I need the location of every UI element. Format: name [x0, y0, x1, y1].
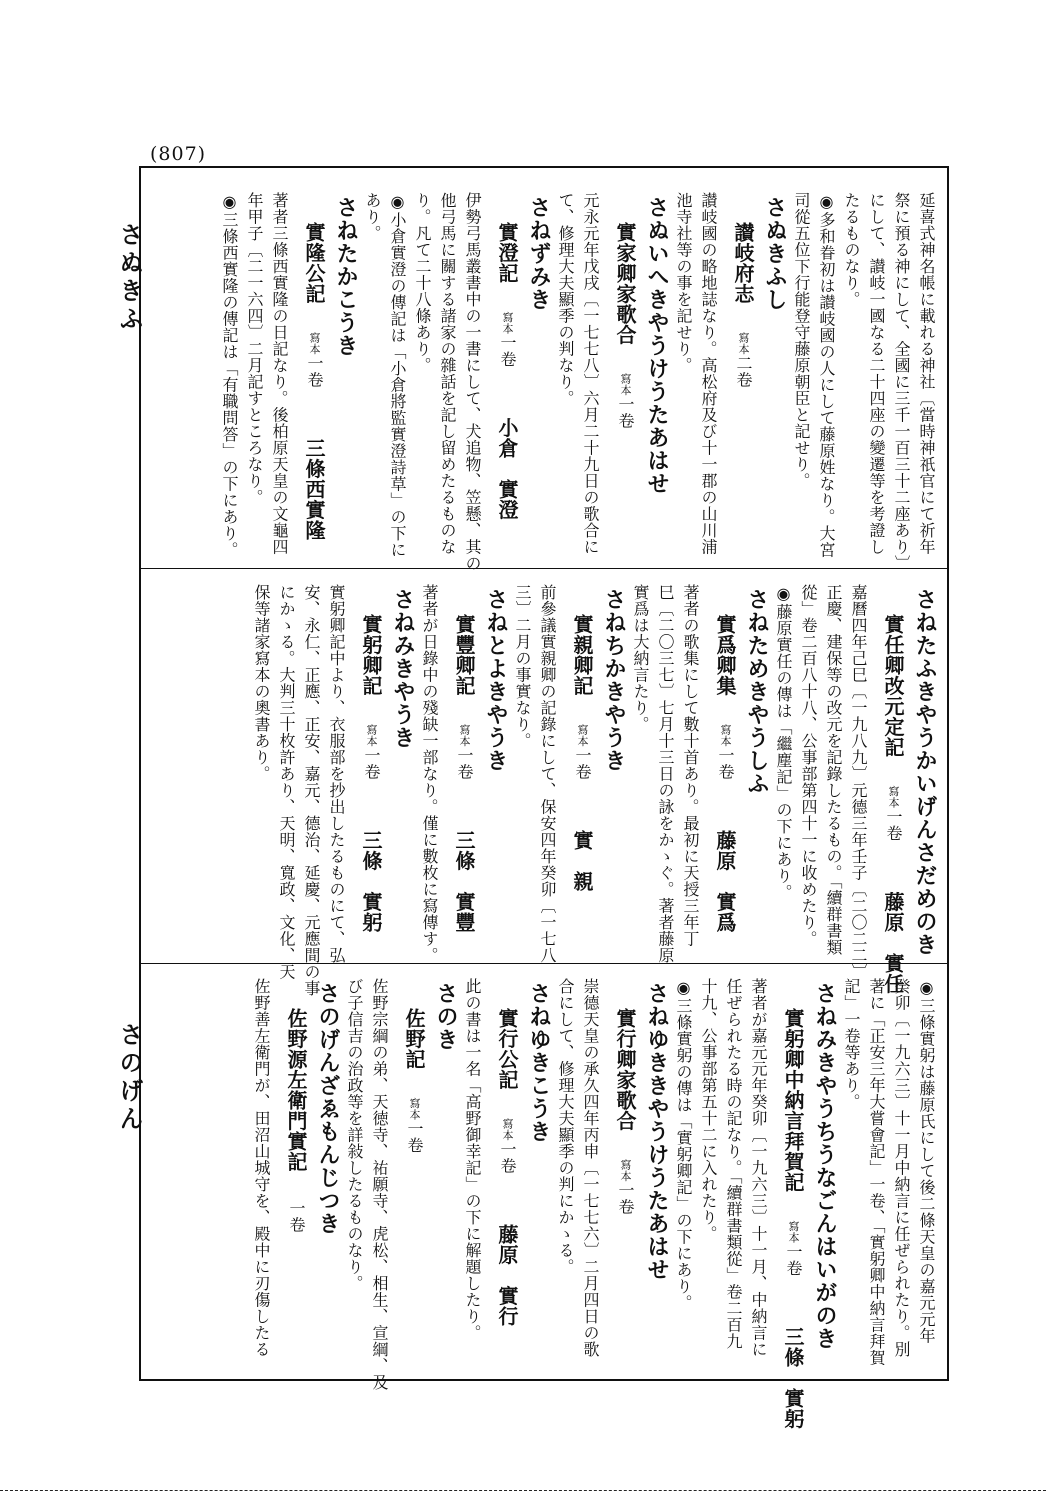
format-label: 寫本	[408, 1097, 421, 1121]
entry-title: 實躬卿中納言拜賀記	[781, 1008, 805, 1193]
text-line: 十九、公事部第五十二に入れたり。	[699, 978, 718, 1242]
text-column	[371, 978, 387, 1391]
text-column	[750, 978, 766, 1358]
entry-title-line	[615, 222, 635, 429]
text-column	[918, 978, 934, 1344]
volume-count: 二卷	[734, 355, 753, 388]
entry-reading-heading	[435, 982, 457, 1051]
entry-reading-heading	[746, 588, 768, 795]
heading-text: さねゆきこうき	[526, 982, 552, 1143]
entry-title: 實躬卿記	[359, 614, 383, 696]
text-line: て、修理大夫顯季の判なり。	[556, 192, 575, 407]
entry-title: 實爲卿集	[713, 614, 737, 696]
heading-text: さねちかきやうき	[601, 588, 627, 772]
text-column	[539, 584, 555, 964]
text-column	[818, 192, 834, 558]
text-line: 巳〔二〇三七〕七月十三日の詠をかゝぐ。著者藤原	[656, 584, 675, 964]
volume-count: 一卷	[455, 747, 474, 780]
text-column	[278, 584, 294, 980]
text-line: 司從五位下行能登守藤原朝臣と記せり。	[792, 192, 811, 489]
entry-title: 佐野源左衛門實記	[284, 1008, 308, 1172]
text-line: 癸卯〔一九六三〕十一月中納言に任ぜられたり。別	[892, 978, 911, 1358]
entry-reading-heading	[528, 196, 550, 311]
heading-text: さねたふきやうかいげんさだめのき	[912, 588, 938, 956]
text-line: 任ぜられたる時の記なり。「續群書類從」卷二百九	[724, 978, 743, 1350]
text-column	[725, 978, 741, 1350]
text-line: にかゝる。大判三十枚許あり、天明、寬政、文化、天	[277, 584, 296, 980]
text-column	[868, 192, 884, 555]
format-label: 寫本	[501, 311, 514, 335]
format-label: 寫本	[365, 724, 378, 747]
text-column	[800, 584, 816, 947]
format-label: 寫本	[619, 373, 632, 396]
text-column	[918, 192, 934, 555]
text-column	[893, 978, 909, 1358]
entry-reading-heading	[914, 588, 936, 956]
entry-title-line	[497, 222, 517, 520]
text-column	[464, 978, 480, 1341]
entry-reading-heading	[317, 982, 339, 1235]
text-column	[557, 192, 573, 407]
bottom-rule	[0, 1490, 1046, 1491]
text-column	[893, 192, 909, 572]
volume-count: 一卷	[498, 334, 517, 368]
text-line: たるものなり。	[842, 192, 861, 308]
text-line: り。凡て二十八條あり。	[413, 192, 432, 374]
format-label: 寫本	[719, 724, 732, 747]
text-line: 伊勢弓馬叢書中の一書にして、犬追物、笠懸、其の	[463, 192, 482, 572]
text-column	[439, 192, 455, 555]
entry-reading-heading	[646, 196, 668, 495]
format-label: 寫本	[887, 785, 900, 809]
text-column	[675, 978, 691, 1311]
text-line: 正慶、建保等の改元を記錄したるもの。「續群書類	[824, 584, 843, 956]
text-column	[682, 584, 698, 947]
text-column	[514, 584, 530, 749]
entry-title: 實澄記	[495, 222, 519, 284]
section-top	[150, 192, 940, 572]
text-line: 實爲は大納言たり。	[631, 584, 650, 733]
text-column	[700, 978, 716, 1242]
format-label: 寫本	[737, 332, 750, 355]
entry-title: 實隆公記	[302, 222, 326, 304]
text-line: 他弓馬に關する諸家の雜話を記し留めたるものな	[438, 192, 457, 555]
heading-text: さぬきふし	[762, 196, 788, 311]
text-column	[253, 978, 269, 1358]
heading-text: さねずみき	[526, 196, 552, 311]
text-line: 保等諸家寫本の奧書あり。	[252, 584, 271, 782]
entry-title-line	[883, 614, 903, 994]
entry-reading-heading	[335, 196, 357, 357]
text-line: 安、永仁、正應、正安、嘉元、德治、延慶、元應間の事	[302, 584, 321, 997]
entry-title-line	[454, 614, 474, 933]
text-line: 崇德天皇の承久四年丙申〔一七七六〕二月四日の歌	[581, 978, 600, 1358]
entry-author: 藤原 實任	[881, 891, 905, 994]
text-line: 佐野宗綱の弟、天徳寺、祐願寺、虎松、相生、宣綱、及	[370, 978, 389, 1391]
entry-author: 三條 實躬	[781, 1326, 805, 1429]
text-column	[246, 192, 262, 506]
volume-count: 一卷	[616, 1182, 635, 1215]
text-line: 池寺社等の事を記せり。	[674, 192, 693, 374]
entry-title-line	[783, 1008, 803, 1429]
text-line: 年甲子〔二一六四〕二月記すところなり。	[245, 192, 264, 506]
text-line: 前參議實親卿の記錄にして、保安四年癸卯〔一七八	[538, 584, 557, 964]
text-line: ◉三條實躬の傳は「實躬卿記」の下にあり。	[674, 978, 693, 1311]
text-line: 著に「正安三年大嘗會記」一卷、「實躬卿中納言拜賀	[867, 978, 886, 1366]
text-line: 著者が嘉元元年癸卯〔一九六三〕十一月、中納言に	[749, 978, 768, 1358]
heading-text: さぬいへきやうけうたあはせ	[644, 196, 670, 495]
entry-reading-heading	[392, 588, 414, 749]
entry-author: 藤原 實爲	[713, 830, 737, 933]
text-column	[582, 978, 598, 1358]
text-line: 祭に預る神にして、全國に三千一百三十二座あり〕	[892, 192, 911, 572]
text-column	[421, 584, 437, 964]
entry-title: 實家卿家歌合	[613, 222, 637, 345]
text-column	[775, 584, 791, 901]
text-column	[850, 584, 866, 980]
entry-title-line	[286, 1008, 306, 1233]
text-line: ◉三條西實隆の傳記は「有職問答」の下にあり。	[220, 192, 239, 558]
text-column	[221, 192, 237, 558]
format-label: 寫本	[501, 1118, 514, 1141]
text-line: 讃岐國の略地誌なり。高松府及び十一郡の山川浦	[699, 192, 718, 555]
volume-count: 一卷	[884, 808, 903, 842]
entry-reading-heading	[528, 982, 550, 1143]
heading-text: さねゆききやうけうたあはせ	[644, 982, 670, 1281]
entry-title-line	[361, 614, 381, 933]
entry-title: 實任卿改元定記	[881, 614, 905, 758]
entry-author: 三條西實隆	[302, 438, 326, 541]
text-line: 合にして、修理大夫顯季の判にかゝる。	[556, 978, 575, 1275]
format-label: 寫本	[308, 332, 321, 355]
text-line: 佐野善左衛門が、田沼山城守を、殿中に刃傷したる	[252, 978, 271, 1358]
text-line: あり。	[363, 192, 382, 242]
entry-author: 三條 實躬	[359, 830, 383, 933]
text-column	[464, 192, 480, 572]
text-line: 記」一卷等あり。	[842, 978, 861, 1110]
volume-count: 一卷	[784, 1243, 803, 1277]
entry-reading-heading	[814, 982, 836, 1350]
text-line: ◉藤原實任の傳は「繼塵記」の下にあり。	[774, 584, 793, 901]
text-column	[843, 978, 859, 1110]
entry-reading-heading	[485, 588, 507, 772]
text-line: 實躬卿記中より、衣服部を抄出したるものにて、弘	[327, 584, 346, 964]
text-line: 嘉曆四年己巳〔一九八九〕元德三年壬子〔二〇二二〕	[849, 584, 868, 980]
margin-head-bottom: さのげん	[115, 1022, 144, 1134]
section-divider-1	[139, 568, 949, 569]
volume-count: 一卷	[498, 1141, 517, 1174]
entry-reading-heading	[764, 196, 786, 311]
text-line: ◉多和眷初は讃岐國の人にして藤原姓なり。大宮	[817, 192, 836, 558]
entry-title: 讃岐府志	[731, 222, 755, 304]
entry-author: 三條 實豐	[452, 830, 476, 933]
text-line: ◉小倉實澄の傳記は「小倉將監實澄詩草」の下に	[388, 192, 407, 558]
text-column	[868, 978, 884, 1366]
heading-text: さねとよきやうき	[483, 588, 509, 772]
text-column	[843, 192, 859, 308]
text-column	[364, 192, 380, 242]
format-label: 寫本	[458, 724, 471, 747]
heading-text: さのき	[433, 982, 459, 1051]
entry-reading-heading	[646, 982, 668, 1281]
entry-title-line	[715, 614, 735, 933]
section-bottom	[150, 978, 940, 1429]
volume-count: 一卷	[616, 396, 635, 429]
text-column	[557, 978, 573, 1275]
text-column	[793, 192, 809, 489]
text-column	[328, 584, 344, 964]
volume-count: 一卷	[287, 1200, 306, 1233]
entry-title: 佐野記	[402, 1008, 426, 1070]
text-column	[346, 978, 362, 1292]
entry-title-line	[304, 222, 324, 541]
entry-title: 實豐卿記	[452, 614, 476, 696]
text-line: 此の書は一名「高野御幸記」の下に解題したり。	[463, 978, 482, 1341]
volume-count: 一卷	[405, 1120, 424, 1154]
text-line: 三〕二月の事實なり。	[513, 584, 532, 749]
text-line: 著者三條西實隆の日記なり。後柏原天皇の文龜四	[270, 192, 289, 555]
text-line: 延喜式神名帳に載れる神社〔當時神祇官にて祈年	[917, 192, 936, 555]
text-column	[271, 192, 287, 555]
text-column	[825, 584, 841, 956]
format-label: 寫本	[576, 724, 589, 747]
page-number: (807)	[150, 143, 207, 165]
text-column	[632, 584, 648, 733]
text-column	[414, 192, 430, 374]
entry-title-line	[497, 1008, 517, 1327]
text-column	[389, 192, 405, 558]
entry-reading-heading	[603, 588, 625, 772]
heading-text: さねためきやうしふ	[744, 588, 770, 795]
heading-text: さのげんざゑもんじつき	[315, 982, 341, 1235]
entry-title-line	[404, 1008, 424, 1154]
text-line: 元永元年戊戌〔一七七八〕六月二十九日の歌合に	[581, 192, 600, 555]
heading-text: さねみきやうき	[390, 588, 416, 749]
text-line: にして、讃岐一國なる二十四座の變遷等を考證し	[867, 192, 886, 555]
entry-title: 實行公記	[495, 1008, 519, 1090]
text-column	[582, 192, 598, 555]
heading-text: さねたかこうき	[333, 196, 359, 357]
section-middle	[150, 584, 940, 997]
entry-title: 實親卿記	[570, 614, 594, 696]
entry-author: 小倉 實澄	[495, 417, 519, 520]
volume-count: 一卷	[305, 355, 324, 388]
text-line: び子信吉の治政等を詳敍したるものなり。	[345, 978, 364, 1292]
text-column	[303, 584, 319, 997]
entry-title-line	[615, 1008, 635, 1215]
text-column	[657, 584, 673, 964]
entry-author: 實 親	[570, 830, 594, 892]
volume-count: 一卷	[362, 747, 381, 780]
text-line: 從」卷二百八十八、公事部第四十一に收めたり。	[799, 584, 818, 947]
text-line: 著者の歌集にして數十首あり。最初に天授三年丁	[681, 584, 700, 947]
text-line: ◉三條實躬は藤原氏にして後二條天皇の嘉元元年	[917, 978, 936, 1344]
volume-count: 一卷	[573, 747, 592, 780]
entry-title-line	[733, 222, 753, 388]
heading-text: さねみきやうちうなごんはいがのき	[812, 982, 838, 1350]
entry-author: 藤原 實行	[495, 1224, 519, 1327]
format-label: 寫本	[787, 1220, 800, 1244]
text-column	[700, 192, 716, 555]
text-column	[675, 192, 691, 374]
format-label: 寫本	[619, 1159, 632, 1182]
margin-head-top: さぬきふ	[115, 222, 144, 334]
entry-title: 實行卿家歌合	[613, 1008, 637, 1131]
text-column	[253, 584, 269, 782]
text-line: 著者が日錄中の殘缺一部なり。僅に數枚に寫傳す。	[420, 584, 439, 964]
entry-title-line	[572, 614, 592, 892]
volume-count: 一卷	[716, 747, 735, 780]
